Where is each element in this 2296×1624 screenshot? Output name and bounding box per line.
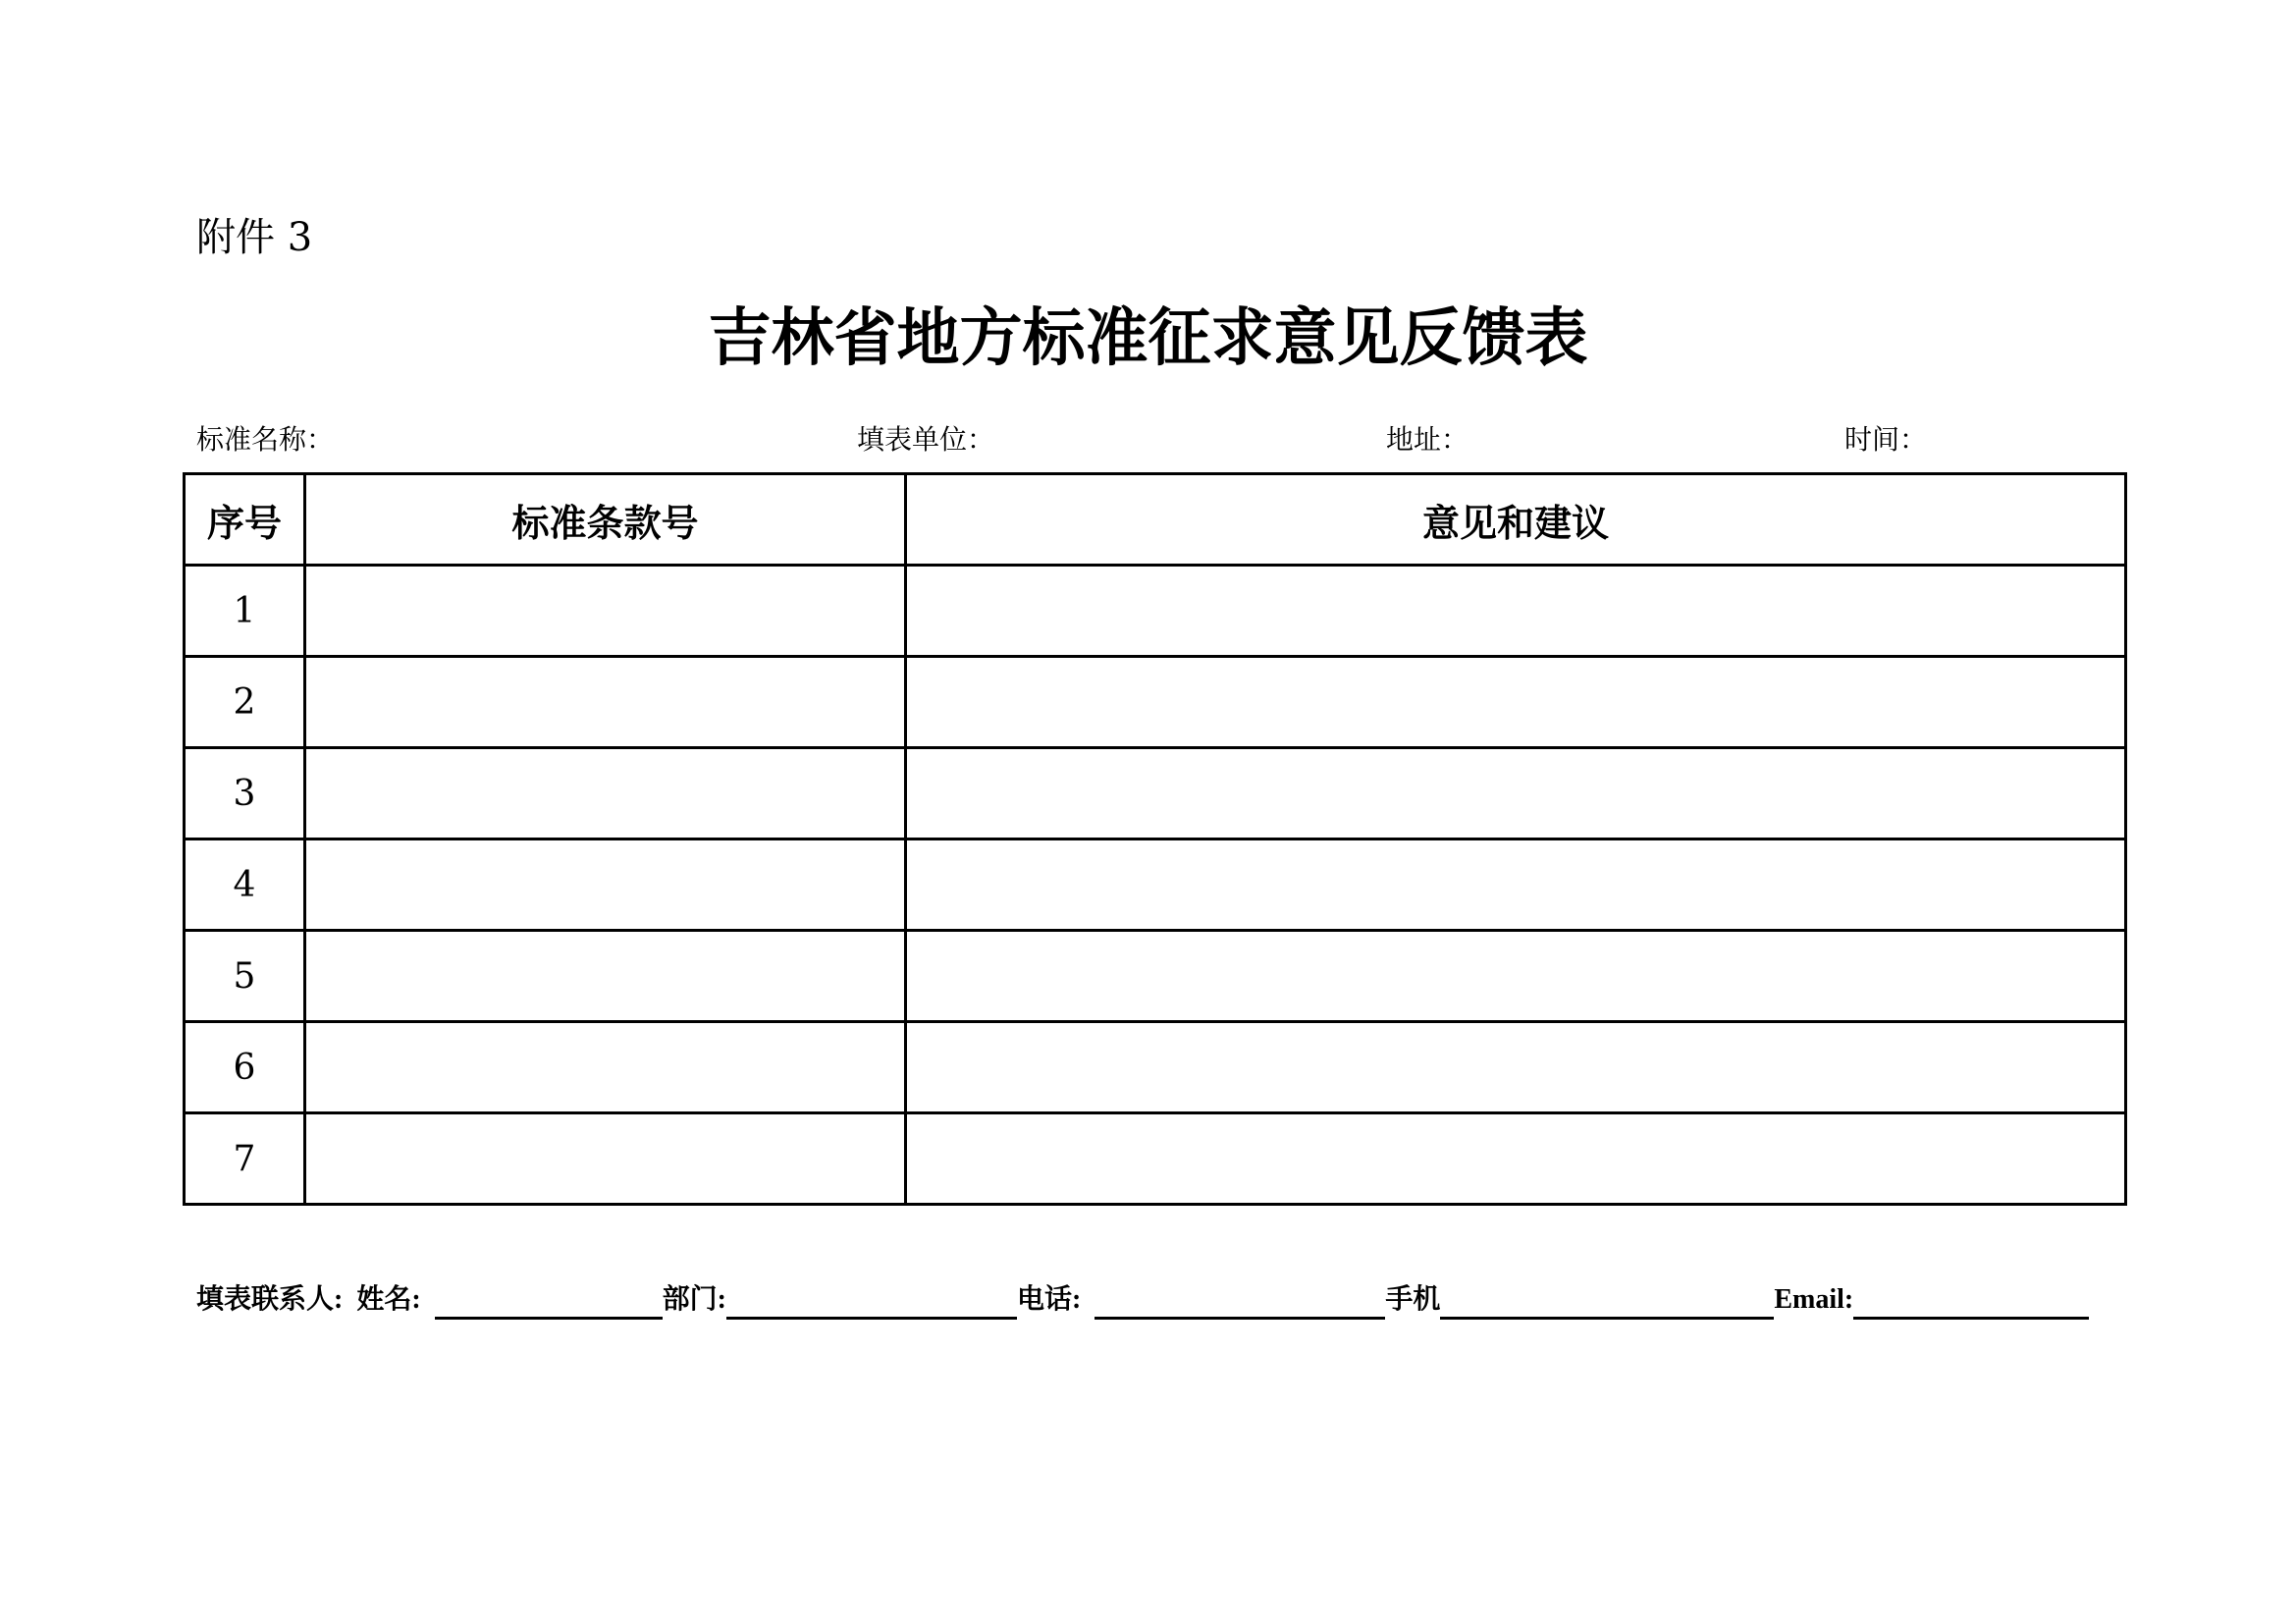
email-label: Email: <box>1774 1284 1854 1315</box>
table-row <box>185 1022 2126 1113</box>
row-number: 7 <box>185 1113 305 1205</box>
row-number: 6 <box>185 1022 305 1113</box>
feedback-table <box>183 472 2127 1206</box>
header-serial-number: 序号 <box>185 474 305 566</box>
row-number: 4 <box>185 839 305 931</box>
comment-cell[interactable] <box>906 657 2126 748</box>
mobile-field[interactable] <box>1440 1287 1774 1320</box>
clause-cell[interactable] <box>305 1113 906 1205</box>
table-row <box>185 657 2126 748</box>
filling-unit-label: 填表单位： <box>857 423 995 456</box>
clause-cell[interactable] <box>305 748 906 839</box>
table-row <box>185 566 2126 657</box>
comment-cell[interactable] <box>906 748 2126 839</box>
contact-line <box>196 1272 2110 1320</box>
clause-cell[interactable] <box>305 657 906 748</box>
name-label: 姓名: <box>356 1284 421 1315</box>
table-header-row <box>185 474 2126 566</box>
row-number: 2 <box>185 657 305 748</box>
phone-label: 电话: <box>1016 1284 1082 1315</box>
department-field[interactable] <box>726 1287 1017 1320</box>
row-number: 3 <box>185 748 305 839</box>
clause-cell[interactable] <box>305 566 906 657</box>
table-row <box>185 931 2126 1022</box>
name-field[interactable] <box>435 1287 663 1320</box>
comment-cell[interactable] <box>906 1022 2126 1113</box>
standard-name-label: 标准名称： <box>196 423 335 456</box>
form-title: 吉林省地方标准征求意见反馈表 <box>708 302 1588 375</box>
email-field[interactable] <box>1853 1287 2089 1320</box>
header-clause-number: 标准条款号 <box>305 474 906 566</box>
time-label: 时间： <box>1844 423 1928 456</box>
row-number: 5 <box>185 931 305 1022</box>
contact-person-label: 填表联系人: <box>196 1284 344 1315</box>
clause-cell[interactable] <box>305 931 906 1022</box>
comment-cell[interactable] <box>906 1113 2126 1205</box>
table-row <box>185 748 2126 839</box>
comment-cell[interactable] <box>906 566 2126 657</box>
row-number: 1 <box>185 566 305 657</box>
address-label: 地址： <box>1386 423 1469 456</box>
clause-cell[interactable] <box>305 1022 906 1113</box>
clause-cell[interactable] <box>305 839 906 931</box>
phone-field[interactable] <box>1095 1287 1385 1320</box>
department-label: 部门: <box>662 1284 726 1315</box>
table-row <box>185 1113 2126 1205</box>
table-row <box>185 839 2126 931</box>
mobile-label: 手机 <box>1385 1284 1441 1315</box>
attachment-label: 附件 3 <box>196 215 313 260</box>
comment-cell[interactable] <box>906 931 2126 1022</box>
comment-cell[interactable] <box>906 839 2126 931</box>
header-comments: 意见和建议 <box>906 474 2126 566</box>
